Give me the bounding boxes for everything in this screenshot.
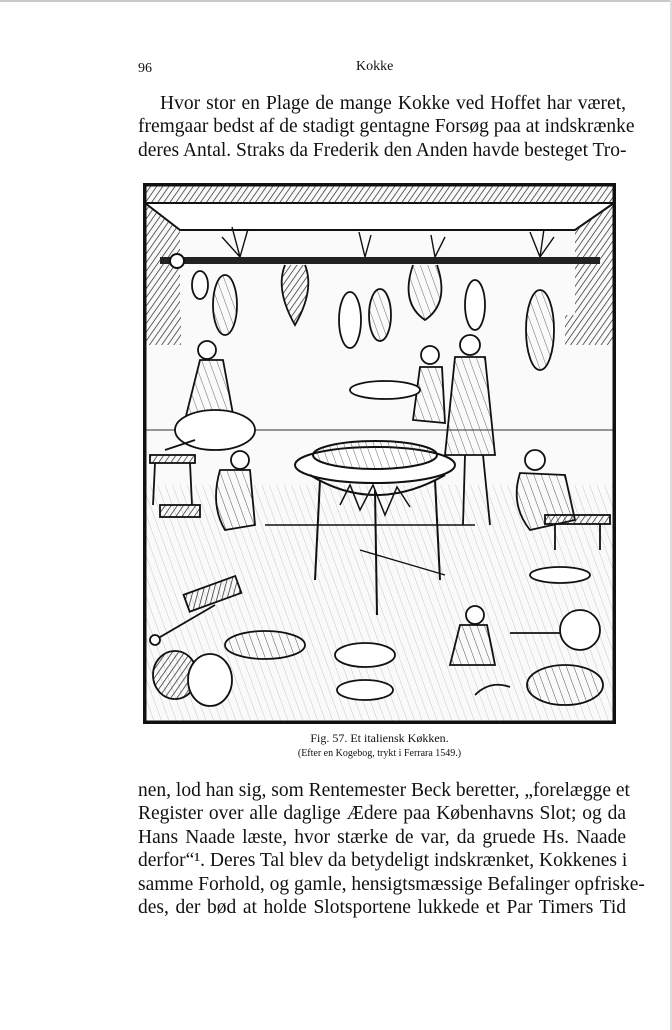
paragraph-1	[138, 92, 635, 162]
text-line: fremgaar bedst af de stadigt gentagne Forsøg paa at indskrænke	[138, 116, 635, 138]
page-number: 96	[138, 61, 152, 76]
figure-source-note: (Efter en Kogebog, trykt i Ferrara 1549.)	[297, 748, 462, 759]
text-line: Hans Naade læste, hvor stærke de var, da gruede Hs. Naade	[138, 826, 626, 848]
kitchen-woodcut-drawing	[145, 185, 614, 722]
running-head: Kokke	[356, 59, 394, 74]
text-line: des, der bød at holde Slotsportene lukkede et Par Timers Tid	[138, 897, 626, 919]
text-line: samme Forhold, og gamle, hensigtsmæssige Befalinger opfriske-	[138, 873, 645, 895]
ceiling-beam	[145, 185, 614, 203]
text-line: deres Antal. Straks da Frederik den Anden havde besteget Tro-	[138, 139, 627, 161]
figure-caption: Fig. 57. Et italiensk Køkken.	[310, 731, 449, 745]
paragraph-2	[138, 779, 645, 919]
woodcut-illustration	[143, 183, 616, 724]
ceiling-frame	[145, 203, 614, 230]
text-line: Hvor stor en Plage de mange Kokke ved Hoffet har været,	[160, 93, 626, 114]
text-line: Register over alle daglige Ædere paa Københavns Slot; og da	[138, 803, 626, 825]
hanging-pole	[160, 257, 600, 264]
text-line: nen, lod han sig, som Rentemester Beck beretter, „forelægge et	[138, 780, 630, 801]
text-line: derfor“¹. Deres Tal blev da betydeligt indskrænket, Kokkenes i	[138, 850, 628, 872]
scan-edge-top	[0, 0, 672, 2]
